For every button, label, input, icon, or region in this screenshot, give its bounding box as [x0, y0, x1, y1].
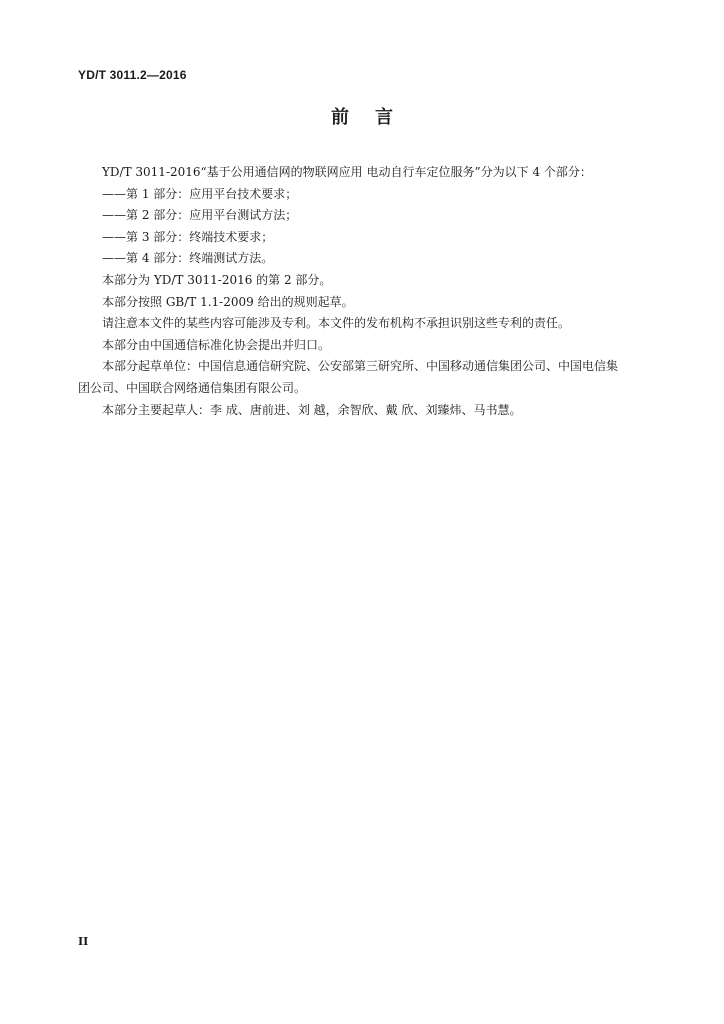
title-char-2: 言 [375, 107, 393, 128]
paragraph-part-3: ——第 3 部分：终端技术要求； [102, 229, 274, 244]
paragraph-drafting-units-line-1: 本部分起草单位：中国信息通信研究院、公安部第三研究所、中国移动通信集团公司、中国电信集 [102, 359, 619, 374]
paragraph-proposer: 本部分由中国通信标准化协会提出并归口。 [102, 337, 331, 352]
paragraph-part-2: ——第 2 部分：应用平台测试方法； [102, 208, 298, 223]
page-number: II [78, 935, 89, 948]
paragraph-drafting-units-line-2: 团公司、中国联合网络通信集团有限公司。 [78, 380, 307, 395]
paragraph-this-part: 本部分为 YD/T 3011-2016 的第 2 部分。 [102, 272, 332, 287]
paragraph-drafters: 本部分主要起草人：李 成、唐前进、刘 越，余智欣、戴 欣、刘臻炜、马书慧。 [102, 402, 522, 417]
paragraph-part-4: ——第 4 部分：终端测试方法。 [102, 251, 274, 266]
paragraph-part-1: ——第 1 部分：应用平台技术要求； [102, 186, 298, 201]
paragraph-drafting-rules: 本部分按照 GB/T 1.1-2009 给出的规则起草。 [102, 294, 354, 309]
document-code-header: YD/T 3011.2—2016 [78, 68, 187, 82]
title-char-1: 前 [331, 107, 349, 128]
paragraph-series-intro: YD/T 3011-2016“基于公用通信网的物联网应用 电动自行车定位服务”分为以下 4 个部分： [102, 165, 592, 179]
foreword-body [78, 162, 646, 421]
paragraph-patent-notice: 请注意本文件的某些内容可能涉及专利。本文件的发布机构不承担识别这些专利的责任。 [102, 316, 571, 331]
section-title [0, 103, 724, 129]
